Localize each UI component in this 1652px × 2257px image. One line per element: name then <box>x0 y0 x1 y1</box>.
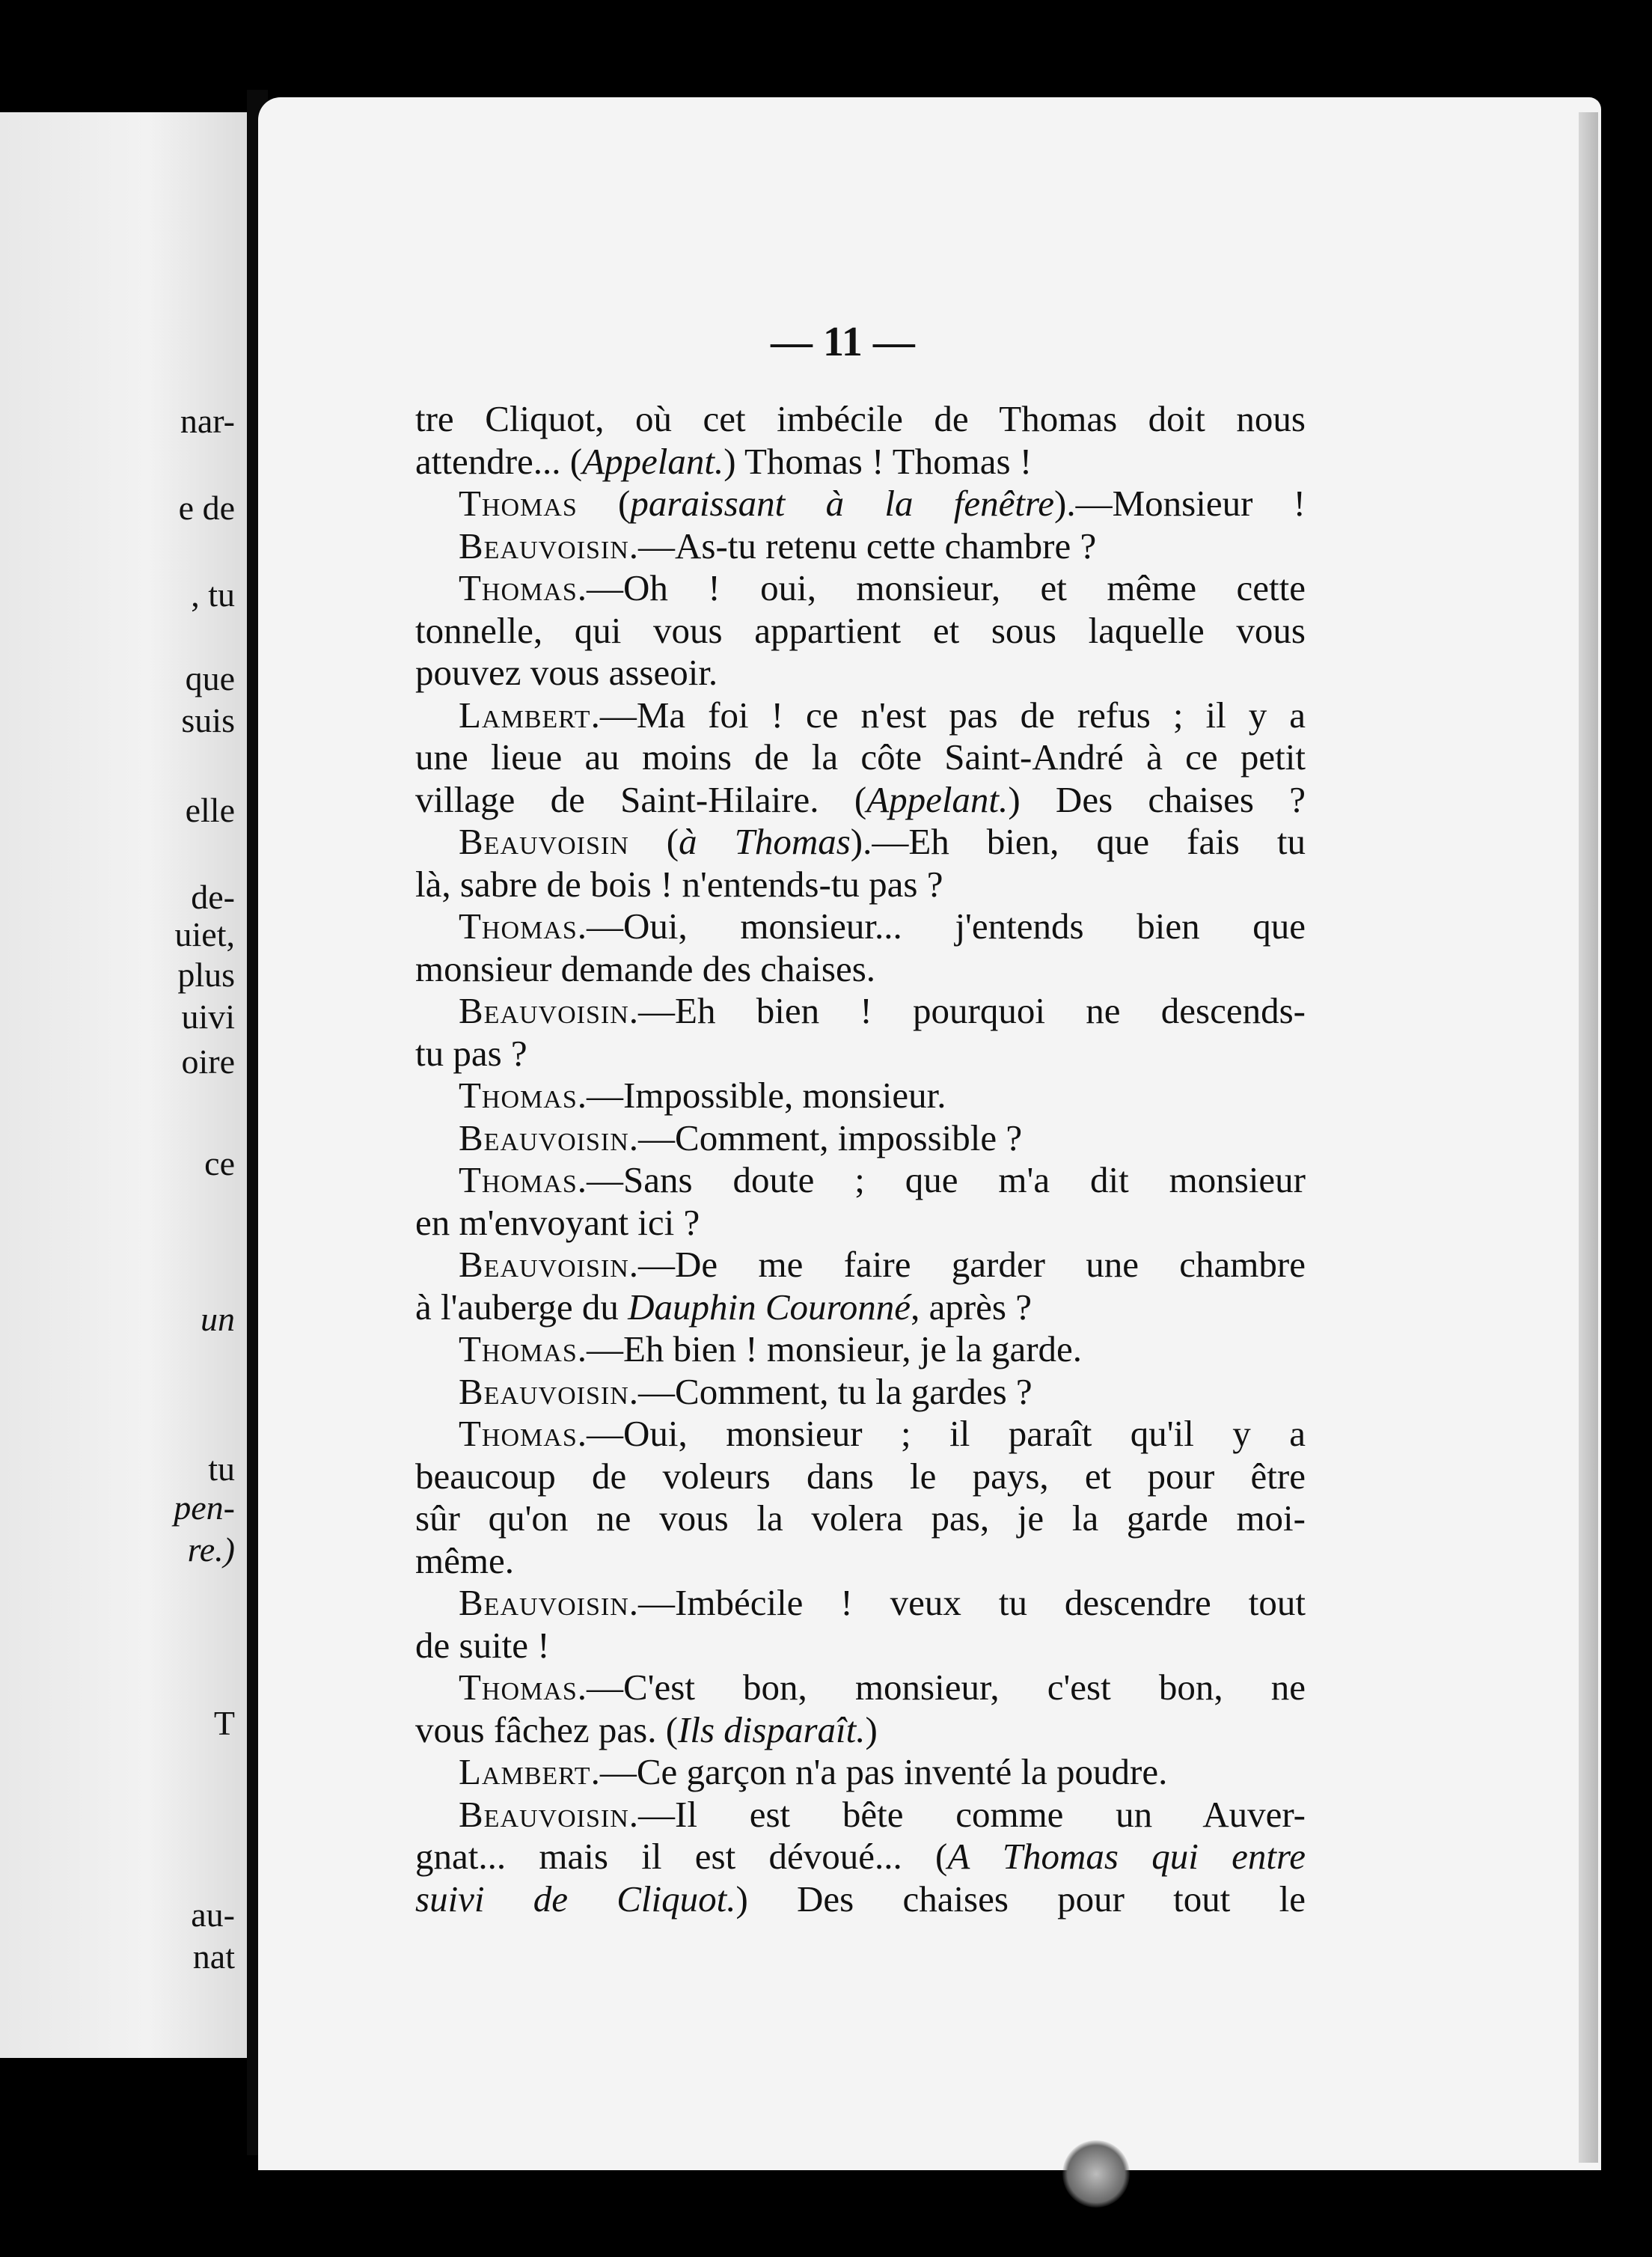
text-segment: .—Sans doute ; que m'a dit monsieur <box>577 1159 1306 1200</box>
text-line <box>415 779 1306 822</box>
text-segment: .—As-tu retenu cette chambre ? <box>628 525 1097 566</box>
stage-direction: Dauphin Couronné <box>628 1286 911 1328</box>
text-segment: de suite ! <box>415 1624 550 1666</box>
left-page-fragment: ce <box>204 1144 235 1182</box>
speaker-name: Thomas <box>459 1328 578 1369</box>
text-line <box>415 525 1306 568</box>
text-line <box>415 905 1306 948</box>
page-body-text <box>415 398 1306 1920</box>
text-line <box>415 1751 1306 1794</box>
text-line <box>415 1836 1306 1878</box>
text-segment: une lieue au moins de la côte Saint-André à ce petit <box>415 736 1306 778</box>
text-line <box>415 441 1306 483</box>
left-page-fragment: T <box>213 1704 235 1742</box>
text-line <box>415 1582 1306 1625</box>
text-line <box>415 1328 1306 1371</box>
text-line <box>415 567 1306 610</box>
text-line <box>415 1794 1306 1836</box>
text-line <box>415 1033 1306 1075</box>
speaker-name: Beauvoisin <box>459 1370 629 1412</box>
text-line <box>415 694 1306 737</box>
text-line <box>415 1244 1306 1286</box>
speaker-name: Lambert <box>459 694 591 736</box>
speaker-name: Thomas <box>459 1075 578 1116</box>
text-segment: ).—Eh bien, que fais tu <box>850 821 1306 862</box>
speaker-name: Thomas <box>459 483 578 524</box>
speaker-name: Thomas <box>459 905 578 947</box>
speaker-name: Thomas <box>459 1667 578 1708</box>
text-line <box>415 1202 1306 1244</box>
text-segment: monsieur demande des chaises. <box>415 947 876 989</box>
text-line <box>415 821 1306 864</box>
left-page-fragment: plus <box>177 956 235 994</box>
text-segment: .—Eh bien ! monsieur, je la garde. <box>577 1328 1083 1369</box>
text-segment: tu pas ? <box>415 1032 527 1074</box>
text-segment: .—Il est bête comme un Auver- <box>628 1793 1306 1835</box>
text-line <box>415 1625 1306 1667</box>
text-line <box>415 1413 1306 1456</box>
speaker-name: Beauvoisin <box>459 821 629 862</box>
text-line <box>415 864 1306 906</box>
stage-direction: Ils disparaît. <box>678 1708 866 1750</box>
left-page-fragment: pen- <box>174 1488 235 1527</box>
speaker-name: Beauvoisin <box>459 1793 629 1835</box>
text-segment: .—Ce garçon n'a pas inventé la poudre. <box>590 1751 1168 1792</box>
stage-direction: Appelant. <box>582 440 724 482</box>
text-segment: ).—Monsieur ! <box>1054 483 1306 524</box>
left-page-fragment: elle <box>185 791 235 829</box>
text-segment: .—Comment, impossible ? <box>628 1117 1023 1158</box>
left-page-fragment: uiet, <box>174 915 235 953</box>
text-segment: .—Oui, monsieur ; il paraît qu'il y a <box>577 1413 1306 1454</box>
left-page-fragment: de- <box>191 878 235 916</box>
text-segment: .—Oui, monsieur... j'entends bien que <box>577 905 1306 947</box>
text-segment: .—Oh ! oui, monsieur, et même cette <box>577 567 1306 608</box>
page-number: — 11 — <box>771 319 915 365</box>
text-line <box>415 1878 1306 1921</box>
left-page-fragment: que <box>185 659 235 697</box>
speaker-name: Lambert <box>459 1751 591 1792</box>
text-segment: attendre... ( <box>415 440 583 482</box>
left-page-fragment: nat <box>192 1937 235 1976</box>
text-segment: .—Impossible, monsieur. <box>577 1075 946 1116</box>
text-segment: .—Ma foi ! ce n'est pas de refus ; il y a <box>590 694 1306 736</box>
left-page-fragment: tu <box>208 1450 235 1488</box>
page-edge <box>1579 112 1598 2163</box>
text-segment: à l'auberge du <box>415 1286 628 1328</box>
text-segment: .—Eh bien ! pourquoi ne descends- <box>628 990 1306 1031</box>
text-segment: là, sabre de bois ! n'entends-tu pas ? <box>415 863 943 905</box>
text-segment: ( <box>577 483 631 524</box>
text-line <box>415 483 1306 525</box>
paper-stain <box>1062 2140 1130 2208</box>
text-segment: tre Cliquot, où cet imbécile de Thomas doit nous <box>415 398 1306 439</box>
text-line <box>415 1456 1306 1498</box>
stage-direction: suivi de Cliquot. <box>415 1878 736 1919</box>
text-segment: .—Comment, tu la gardes ? <box>628 1370 1032 1412</box>
speaker-name: Beauvoisin <box>459 525 629 566</box>
text-line <box>415 652 1306 694</box>
text-segment: ) Des chaises ? <box>1008 778 1306 820</box>
text-line <box>415 1371 1306 1414</box>
speaker-name: Beauvoisin <box>459 1582 629 1623</box>
text-segment: sûr qu'on ne vous la volera pas, je la garde moi- <box>415 1497 1306 1539</box>
text-segment: village de Saint-Hilaire. ( <box>415 778 867 820</box>
text-segment: .—Imbécile ! veux tu descendre tout <box>628 1582 1306 1623</box>
text-segment: tonnelle, qui vous appartient et sous laquelle vous <box>415 609 1306 651</box>
speaker-name: Thomas <box>459 1159 578 1200</box>
left-page-fragment: re.) <box>187 1530 235 1569</box>
text-line <box>415 1709 1306 1752</box>
text-segment: même. <box>415 1539 514 1581</box>
speaker-name: Beauvoisin <box>459 990 629 1031</box>
left-page-fragment: , tu <box>191 575 235 614</box>
speaker-name: Thomas <box>459 1413 578 1454</box>
text-segment: pouvez vous asseoir. <box>415 652 718 693</box>
speaker-name: Beauvoisin <box>459 1117 629 1158</box>
text-segment: gnat... mais il est dévoué... ( <box>415 1836 948 1877</box>
left-page-fragment: e de <box>178 489 235 527</box>
stage-direction: A Thomas qui entre <box>947 1836 1306 1877</box>
stage-direction: Appelant. <box>866 778 1009 820</box>
text-segment: ) Des chaises pour tout le <box>735 1878 1306 1919</box>
stage-direction: paraissant à la fenêtre <box>630 483 1054 524</box>
text-segment: .—De me faire garder une chambre <box>628 1244 1306 1285</box>
left-page-fragment: uivi <box>181 998 235 1036</box>
speaker-name: Thomas <box>459 567 578 608</box>
speaker-name: Beauvoisin <box>459 1244 629 1285</box>
text-line <box>415 1117 1306 1160</box>
stage-direction: à Thomas <box>679 821 851 862</box>
text-line <box>415 1667 1306 1709</box>
text-line <box>415 1497 1306 1540</box>
text-line <box>415 1075 1306 1117</box>
text-line <box>415 398 1306 441</box>
left-page-fragment: nar- <box>180 402 235 440</box>
left-page-fragment: suis <box>181 701 235 739</box>
text-line <box>415 1286 1306 1329</box>
text-segment: , après ? <box>911 1286 1032 1328</box>
text-segment: ( <box>628 821 679 862</box>
text-line <box>415 736 1306 779</box>
left-page-fragment: au- <box>191 1896 235 1934</box>
text-line <box>415 610 1306 653</box>
text-segment: .—C'est bon, monsieur, c'est bon, ne <box>577 1667 1306 1708</box>
text-segment: ) <box>865 1708 878 1750</box>
previous-page-fragment <box>0 112 247 2058</box>
text-line <box>415 1540 1306 1583</box>
text-line <box>415 1159 1306 1202</box>
text-line <box>415 990 1306 1033</box>
text-segment: beaucoup de voleurs dans le pays, et pour être <box>415 1455 1306 1497</box>
text-segment: vous fâchez pas. ( <box>415 1708 679 1750</box>
text-segment: ) Thomas ! Thomas ! <box>723 440 1032 482</box>
left-page-fragment: un <box>201 1300 235 1338</box>
left-page-fragment: oire <box>181 1042 235 1081</box>
text-segment: en m'envoyant ici ? <box>415 1201 700 1243</box>
text-line <box>415 948 1306 991</box>
